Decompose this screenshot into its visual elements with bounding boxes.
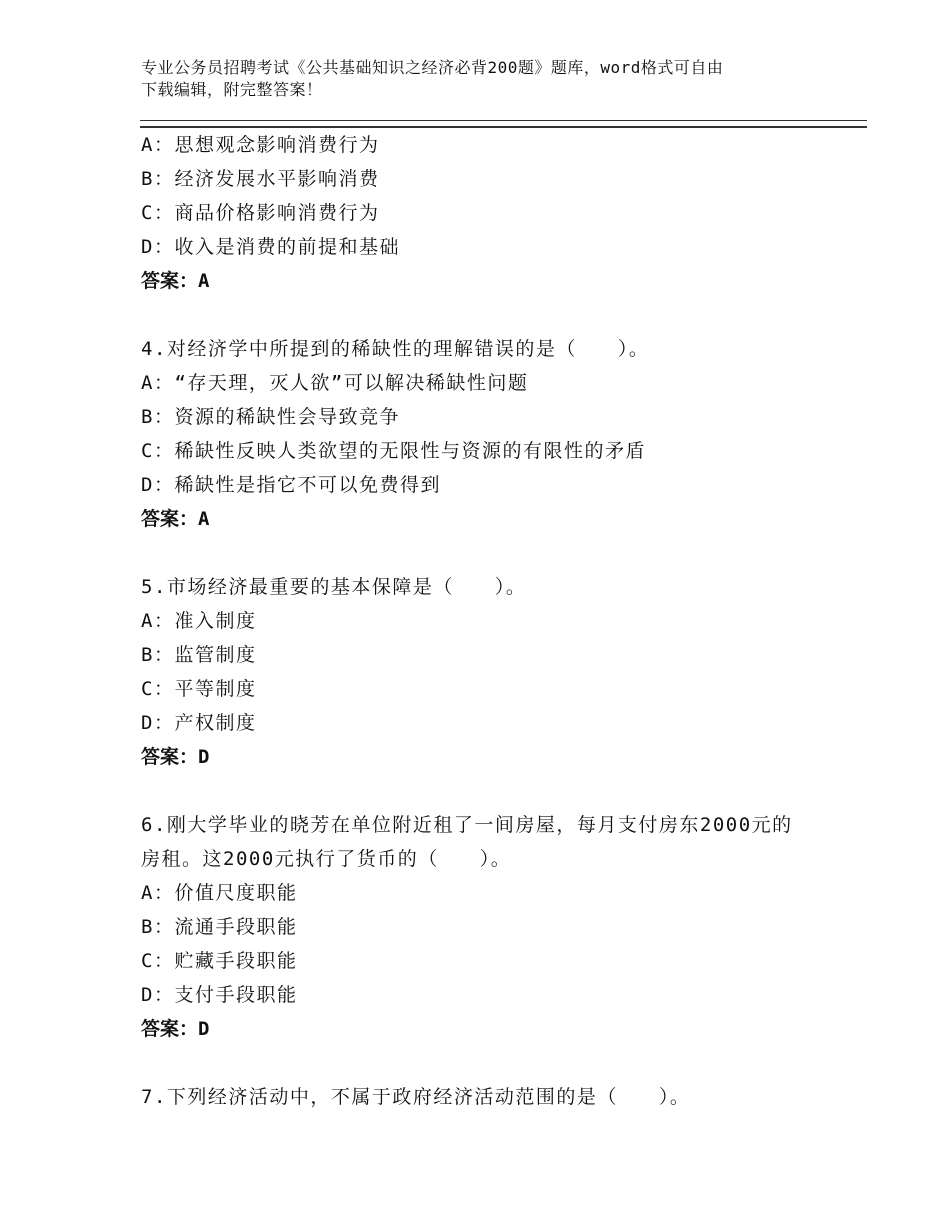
question-spacer [141,1046,841,1080]
option-c: C：商品价格影响消费行为 [141,202,380,224]
question-stem: 4.对经济学中所提到的稀缺性的理解错误的是（ ）。 [141,338,650,360]
question-3 [141,128,841,298]
question-5 [141,570,841,774]
option-a: A：价值尺度职能 [141,882,298,904]
option-b: B：监管制度 [141,644,257,666]
question-spacer [141,298,841,332]
option-d: D：支付手段职能 [141,984,298,1006]
answer-label: 答案：A [141,270,210,292]
option-b: B：资源的稀缺性会导致竞争 [141,406,400,428]
option-b: B：流通手段职能 [141,916,298,938]
header-line-1: 专业公务员招聘考试《公共基础知识之经济必背200题》题库，word格式可自由 [141,58,724,77]
document-header [141,57,841,101]
option-d: D：产权制度 [141,712,257,734]
option-c: C：贮藏手段职能 [141,950,298,972]
question-6 [141,808,841,1046]
answer-label: 答案：A [141,508,210,530]
question-list [141,128,841,1114]
question-4 [141,332,841,536]
question-stem: 5.市场经济最重要的基本保障是（ ）。 [141,576,527,598]
option-c: C：稀缺性反映人类欲望的无限性与资源的有限性的矛盾 [141,440,646,462]
answer-label: 答案：D [141,1018,210,1040]
question-7 [141,1080,841,1114]
header-divider [140,120,867,128]
option-b: B：经济发展水平影响消费 [141,168,380,190]
option-a: A：准入制度 [141,610,257,632]
option-a: A：“存天理，灭人欲”可以解决稀缺性问题 [141,372,529,394]
option-d: D：稀缺性是指它不可以免费得到 [141,474,441,496]
header-line-2: 下载编辑，附完整答案！ [141,80,323,99]
option-a: A：思想观念影响消费行为 [141,134,380,156]
question-spacer [141,774,841,808]
option-d: D：收入是消费的前提和基础 [141,236,400,258]
question-stem: 6.刚大学毕业的晓芳在单位附近租了一间房屋，每月支付房东2000元的房租。这2000元执行了货币的（ ）。 [141,814,793,870]
question-stem: 7.下列经济活动中，不属于政府经济活动范围的是（ ）。 [141,1086,691,1108]
answer-label: 答案：D [141,746,210,768]
option-c: C：平等制度 [141,678,257,700]
question-spacer [141,536,841,570]
